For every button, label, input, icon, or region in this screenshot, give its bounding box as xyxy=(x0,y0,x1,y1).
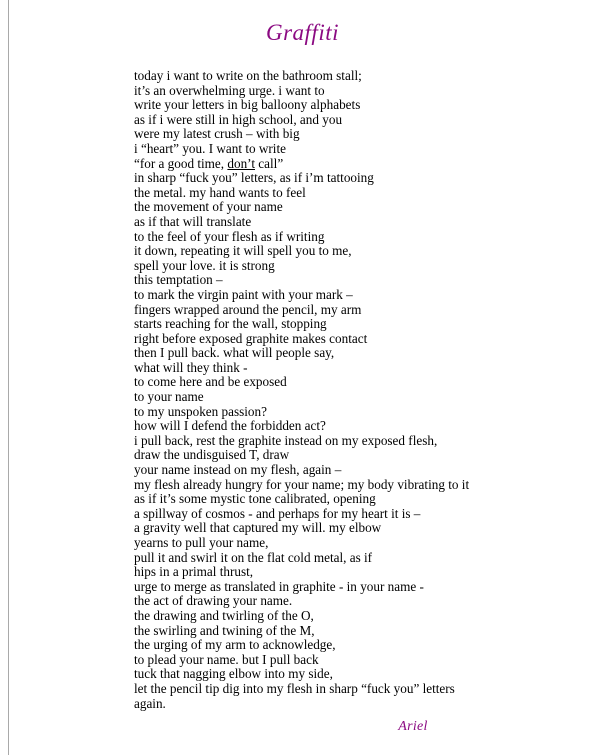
poem-line: write your letters in big balloony alphabets xyxy=(134,97,361,113)
poem-line: the metal. my hand wants to feel xyxy=(134,184,306,200)
poem-line: the drawing and twirling of the O, xyxy=(134,607,314,623)
poem-line: pull it and swirl it on the flat cold metal, as if xyxy=(134,549,373,565)
poem-line: i pull back, rest the graphite instead on my exposed flesh, xyxy=(134,432,438,448)
poem-line: the act of drawing your name. xyxy=(134,593,293,609)
poem-line: the swirling and twining of the M, xyxy=(134,622,315,638)
poem-line: i “heart” you. I want to write xyxy=(134,140,286,156)
poem-line: a gravity well that captured my will. my elbow xyxy=(134,520,382,536)
poem-body xyxy=(134,69,554,711)
poem-line: your name instead on my flesh, again – xyxy=(134,462,342,478)
page-title: Graffiti xyxy=(265,20,339,45)
poem-line: starts reaching for the wall, stopping xyxy=(134,316,327,332)
poem-line: to mark the virgin paint with your mark – xyxy=(134,286,353,302)
poem-line: it down, repeating it will spell you to me, xyxy=(134,243,352,259)
poem-line: to the feel of your flesh as if writing xyxy=(134,228,325,244)
poem-line: urge to merge as translated in graphite - in your name - xyxy=(134,578,424,594)
poem-line: the movement of your name xyxy=(134,199,283,215)
poem-line: again. xyxy=(134,695,166,711)
poem-line: it’s an overwhelming urge. i want to xyxy=(134,82,325,98)
poem-line: yearns to pull your name, xyxy=(134,535,269,550)
poem-line: a spillway of cosmos - and perhaps for my heart it is – xyxy=(134,505,421,521)
poem-line: my flesh already hungry for your name; my body vibrating to it xyxy=(134,476,470,492)
poem-line: fingers wrapped around the pencil, my arm xyxy=(134,301,362,317)
poem-line: to my unspoken passion? xyxy=(134,403,267,419)
poem-line: the urging of my arm to acknowledge, xyxy=(134,637,336,653)
poem-line: to plead your name. but I pull back xyxy=(134,651,319,667)
page-left-rule xyxy=(8,0,9,755)
poem-line: were my latest crush – with big xyxy=(134,126,300,142)
poem-line: hips in a primal thrust, xyxy=(134,564,254,580)
poem-line: to your name xyxy=(134,389,204,405)
poem-line: what will they think - xyxy=(134,359,248,375)
poem-line: tuck that nagging elbow into my side, xyxy=(134,666,333,682)
poem-line: in sharp “fuck you” letters, as if i’m tattooing xyxy=(134,170,374,186)
poem-line: let the pencil tip dig into my flesh in sharp “fuck you” letters xyxy=(134,680,455,696)
author-signature: Ariel xyxy=(398,719,428,734)
poem-line: draw the undisguised T, draw xyxy=(134,447,290,463)
poem-line: as if it’s some mystic tone calibrated, opening xyxy=(134,491,376,507)
poem-line: how will I defend the forbidden act? xyxy=(134,418,326,434)
poem-line: as if i were still in high school, and you xyxy=(134,111,343,127)
poem-line: today i want to write on the bathroom stall; xyxy=(134,68,362,83)
emphasis-underline: don’t xyxy=(227,155,255,171)
poem-line: right before exposed graphite makes contact xyxy=(134,330,368,346)
poem-line: then I pull back. what will people say, xyxy=(134,345,335,361)
poem-line: spell your love. it is strong xyxy=(134,257,275,273)
poem-line: to come here and be exposed xyxy=(134,374,287,390)
poem-line: this temptation – xyxy=(134,272,223,288)
poem-line: “for a good time, don’t call” xyxy=(134,155,284,171)
poem-line: as if that will translate xyxy=(134,213,252,229)
